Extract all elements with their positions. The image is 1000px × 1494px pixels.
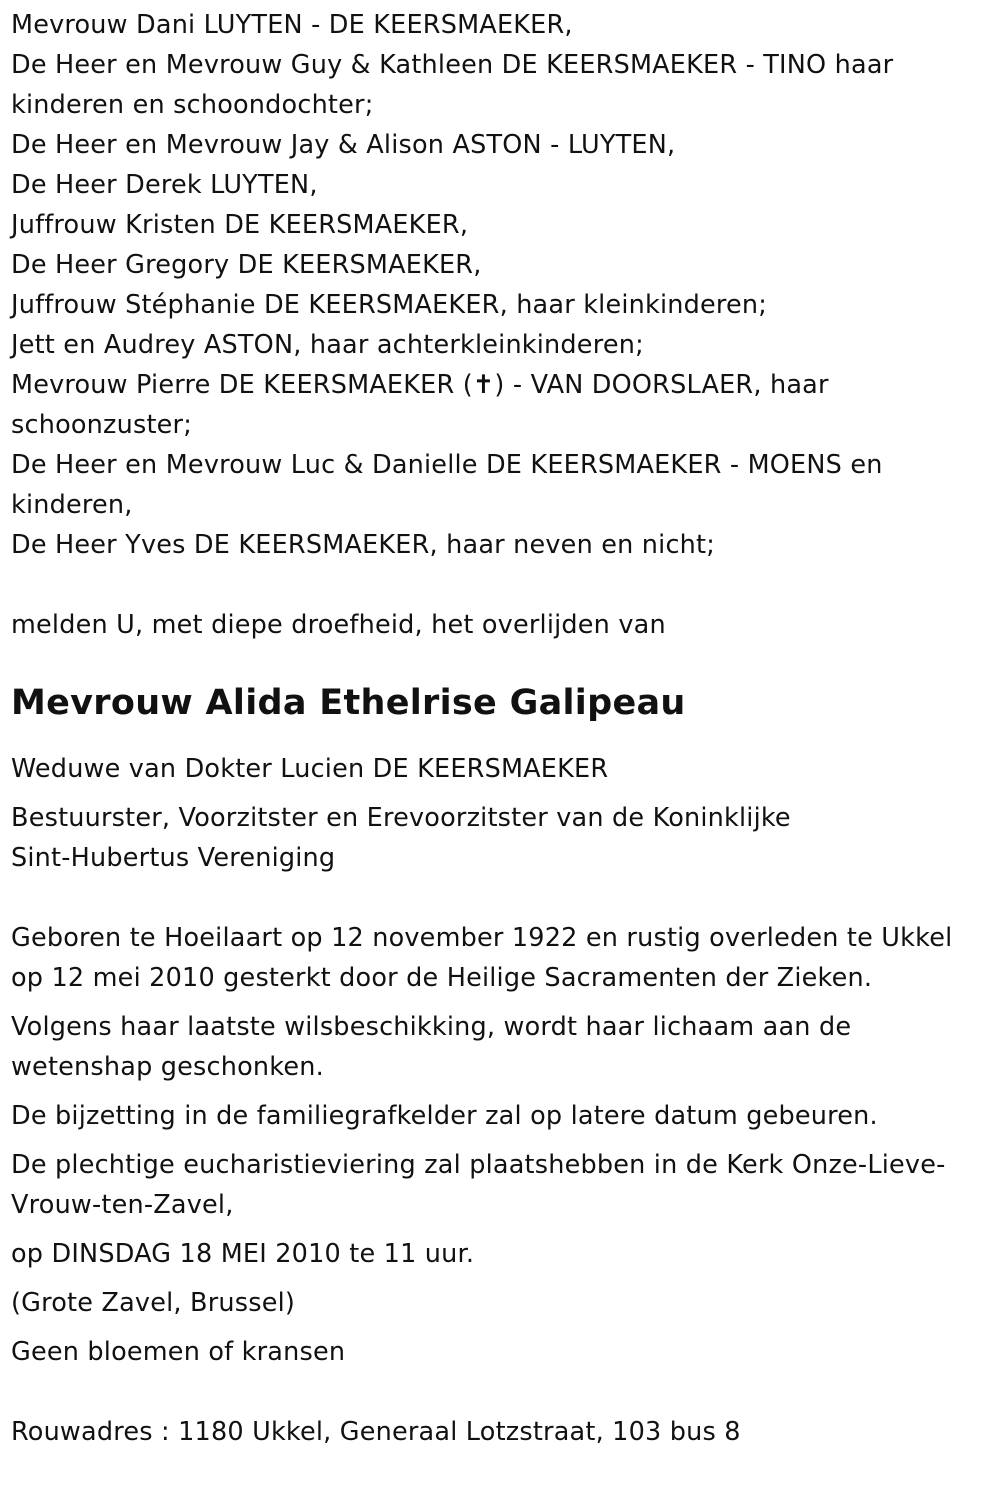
family-line: Juffrouw Kristen DE KEERSMAEKER, [11, 210, 469, 240]
birth-line: op 12 mei 2010 gesterkt door de Heilige Sacramenten der Zieken. [11, 963, 873, 993]
family-line: De Heer Yves DE KEERSMAEKER, haar neven en nicht; [11, 530, 716, 560]
flowers-block [11, 1332, 986, 1372]
location-line: (Grote Zavel, Brussel) [11, 1288, 296, 1318]
family-line: Mevrouw Dani LUYTEN - DE KEERSMAEKER, [11, 10, 573, 40]
date-block [11, 1234, 986, 1274]
role-block [11, 798, 986, 878]
family-line: De Heer Gregory DE KEERSMAEKER, [11, 250, 482, 280]
burial-line: De bijzetting in de familiegrafkelder zal op latere datum gebeuren. [11, 1101, 878, 1131]
birth-death-block [11, 918, 986, 998]
spacer [11, 565, 986, 605]
date-line: op DINSDAG 18 MEI 2010 te 11 uur. [11, 1239, 475, 1269]
spacer [11, 1381, 986, 1412]
family-line: De Heer en Mevrouw Jay & Alison ASTON - LUYTEN, [11, 130, 676, 160]
mass-line: Vrouw-ten-Zavel, [11, 1190, 234, 1220]
widow-title-block [11, 749, 986, 789]
family-line: De Heer en Mevrouw Luc & Danielle DE KEERSMAEKER - MOENS en [11, 450, 883, 480]
family-line: Mevrouw Pierre DE KEERSMAEKER (✝) - VAN DOORSLAER, haar [11, 370, 829, 400]
role-line: Sint-Hubertus Vereniging [11, 843, 336, 873]
widow-line: Weduwe van Dokter Lucien DE KEERSMAEKER [11, 754, 609, 784]
birth-line: Geboren te Hoeilaart op 12 november 1922 en rustig overleden te Ukkel [11, 923, 953, 953]
spacer [11, 887, 986, 918]
family-line: De Heer Derek LUYTEN, [11, 170, 318, 200]
family-line: kinderen en schoondochter; [11, 90, 374, 120]
family-list [11, 5, 986, 565]
family-line: kinderen, [11, 490, 133, 520]
role-line: Bestuurster, Voorzitster en Erevoorzitster van de Koninklijke [11, 803, 791, 833]
address-line: Rouwadres : 1180 Ukkel, Generaal Lotzstraat, 103 bus 8 [11, 1417, 741, 1447]
family-line: Jett en Audrey ASTON, haar achterkleinkinderen; [11, 330, 644, 360]
family-line: De Heer en Mevrouw Guy & Kathleen DE KEERSMAEKER - TINO haar [11, 50, 894, 80]
family-line: schoonzuster; [11, 410, 193, 440]
location-block [11, 1283, 986, 1323]
will-block [11, 1007, 986, 1087]
flowers-line: Geen bloemen of kransen [11, 1337, 346, 1367]
will-line: wetenshap geschonken. [11, 1052, 324, 1082]
mass-block [11, 1145, 986, 1225]
mass-line: De plechtige eucharistieviering zal plaatshebben in de Kerk Onze-Lieve- [11, 1150, 946, 1180]
obituary-document [11, 5, 986, 1452]
will-line: Volgens haar laatste wilsbeschikking, wordt haar lichaam aan de [11, 1012, 852, 1042]
family-line: Juffrouw Stéphanie DE KEERSMAEKER, haar kleinkinderen; [11, 290, 768, 320]
announcement-text: melden U, met diepe droefheid, het overlijden van [11, 610, 666, 640]
deceased-name: Mevrouw Alida Ethelrise Galipeau [11, 683, 686, 723]
burial-block [11, 1096, 986, 1136]
